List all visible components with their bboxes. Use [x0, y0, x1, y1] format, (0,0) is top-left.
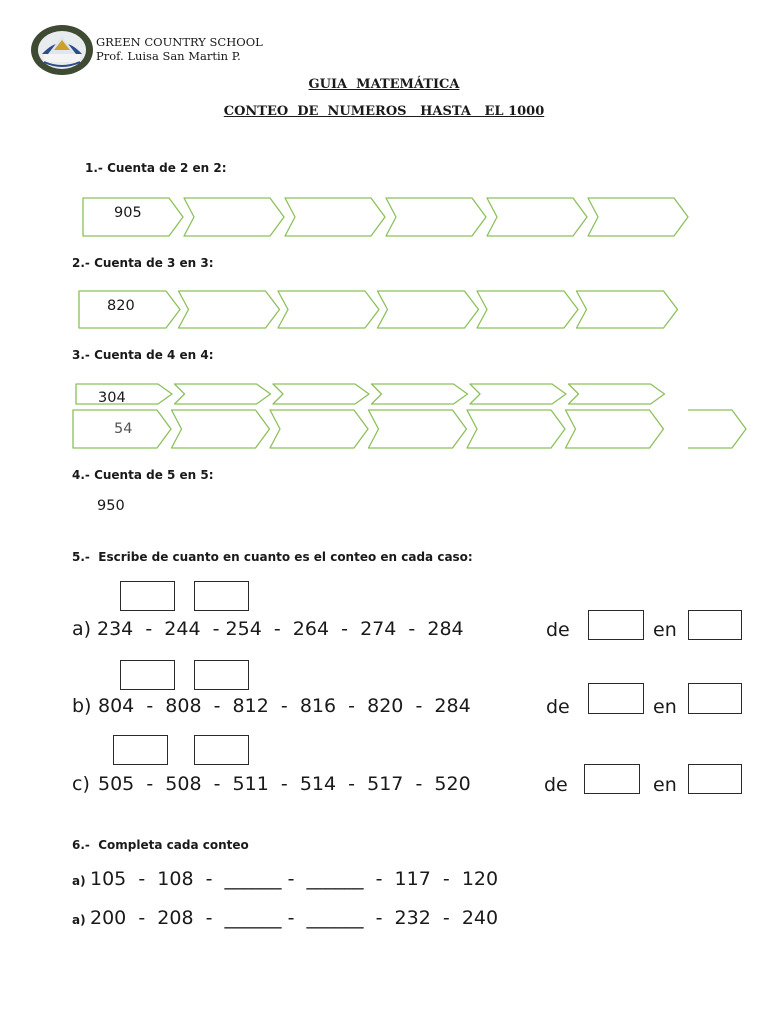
q5-heading: 5.- Escribe de cuanto en cuanto es el conteo en cada caso:: [72, 550, 473, 564]
q6b-label: a): [72, 913, 86, 927]
q5a-label: a): [72, 618, 92, 640]
q5c-en-box[interactable]: [688, 764, 742, 794]
q3-bottom-arrow-4: [369, 410, 467, 448]
q2-start-number: 820: [107, 298, 135, 314]
q5c-word-de: de: [544, 774, 568, 796]
q3-start-number-bottom: 54: [114, 421, 133, 437]
q5a-en-box[interactable]: [688, 610, 742, 640]
q3-start-number-top: 304: [98, 390, 126, 406]
q5a-answer-box-2[interactable]: [194, 581, 249, 611]
q5a-sequence: 234 - 244 - 254 - 264 - 274 - 284: [97, 618, 464, 640]
topic-title: CONTEO DE NUMEROS HASTA EL 1000: [223, 104, 545, 119]
q5a-de-box[interactable]: [588, 610, 644, 640]
q2-arrow-3: [278, 291, 379, 328]
q4-start-number: 950: [97, 498, 125, 514]
q6-heading: 6.- Completa cada conteo: [72, 838, 249, 852]
q2-arrow-2: [179, 291, 280, 328]
q5a-word-en: en: [653, 619, 677, 641]
q5a-answer-box-1[interactable]: [120, 581, 175, 611]
q3-bottom-arrow-5: [467, 410, 565, 448]
q3-bottom-arrow-2: [172, 410, 270, 448]
q6a-sequence: 105 - 108 - ______ - ______ - 117 - 120: [90, 868, 499, 890]
q1-start-number: 905: [114, 205, 142, 221]
q1-arrow-5: [487, 198, 587, 236]
q5c-label: c): [72, 773, 90, 795]
q1-arrow-4: [386, 198, 486, 236]
q3-top-arrow-6: [569, 384, 665, 404]
q3-top-arrow-5: [470, 384, 566, 404]
q5b-de-box[interactable]: [588, 683, 644, 714]
q5b-en-box[interactable]: [688, 683, 742, 714]
q1-arrow-3: [285, 198, 385, 236]
q5c-sequence: 505 - 508 - 511 - 514 - 517 - 520: [98, 773, 471, 795]
q2-arrow-6: [577, 291, 678, 328]
q1-arrow-6: [588, 198, 688, 236]
q3-bottom-arrow-6: [566, 410, 664, 448]
q3-top-arrow-3: [273, 384, 369, 404]
q3-top-arrow-4: [372, 384, 468, 404]
q6a-label: a): [72, 874, 86, 888]
q1-arrow-2: [184, 198, 284, 236]
q3-heading: 3.- Cuenta de 4 en 4:: [72, 348, 214, 362]
q2-arrow-4: [378, 291, 479, 328]
q6b-sequence: 200 - 208 - ______ - ______ - 232 - 240: [90, 907, 499, 929]
q5c-answer-box-1[interactable]: [113, 735, 168, 765]
q3-bottom-arrow-3: [270, 410, 368, 448]
q5c-de-box[interactable]: [584, 764, 640, 794]
q4-heading: 4.- Cuenta de 5 en 5:: [72, 468, 214, 482]
q3-top-arrow-2: [175, 384, 271, 404]
q2-heading: 2.- Cuenta de 3 en 3:: [72, 256, 214, 270]
q1-heading: 1.- Cuenta de 2 en 2:: [85, 161, 227, 175]
q3-bottom-arrow-tail: [688, 410, 746, 448]
teacher-name: Prof. Luisa San Martin P.: [96, 49, 241, 63]
school-name: GREEN COUNTRY SCHOOL: [96, 35, 263, 49]
q5b-sequence: 804 - 808 - 812 - 816 - 820 - 284: [98, 695, 471, 717]
q5b-answer-box-2[interactable]: [194, 660, 249, 690]
q5b-label: b): [72, 695, 92, 717]
q2-arrow-5: [477, 291, 578, 328]
q5c-answer-box-2[interactable]: [194, 735, 249, 765]
q5b-answer-box-1[interactable]: [120, 660, 175, 690]
q5b-word-en: en: [653, 696, 677, 718]
q5b-word-de: de: [546, 696, 570, 718]
guide-title: GUIA MATEMÁTICA: [308, 77, 460, 92]
q5a-word-de: de: [546, 619, 570, 641]
q5c-word-en: en: [653, 774, 677, 796]
